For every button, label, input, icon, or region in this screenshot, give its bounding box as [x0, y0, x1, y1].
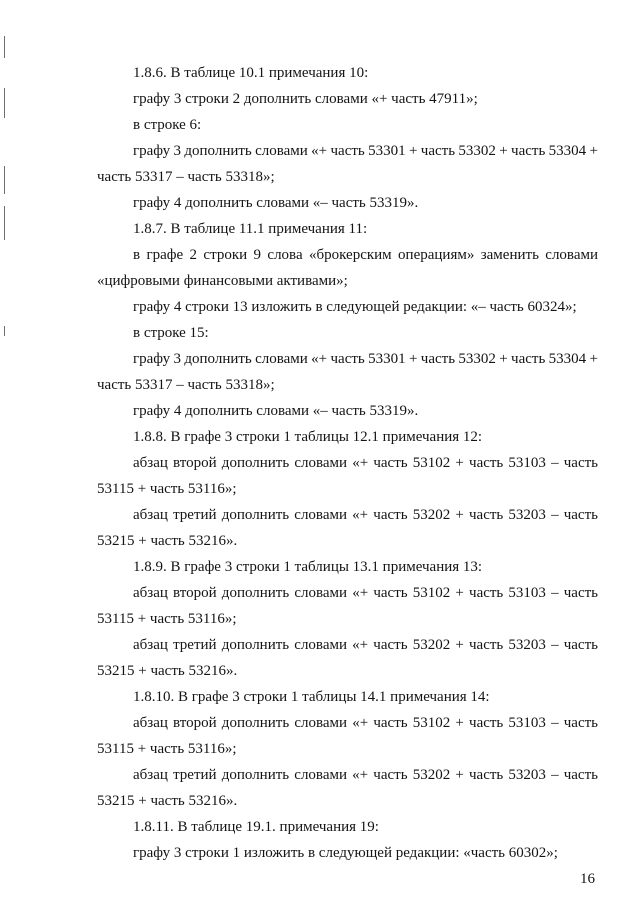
line-text: графу 3 строки 1 изложить в следующей редакции: «часть 60302»; [133, 845, 558, 861]
line-text: графу 4 дополнить словами «– часть 53319». [133, 195, 419, 211]
paragraph-line [97, 164, 598, 190]
paragraph [97, 424, 598, 450]
paragraph-line [97, 736, 598, 762]
paragraph-line [97, 502, 598, 528]
line-text: абзац третий дополнить словами «+ часть 53202 + часть 53203 – часть [133, 507, 598, 523]
line-text: абзац второй дополнить словами «+ часть 53102 + часть 53103 – часть [133, 715, 598, 731]
line-text: 1.8.11. В таблице 19.1. примечания 19: [133, 819, 379, 835]
paragraph-line [97, 372, 598, 398]
line-text: 1.8.7. В таблице 11.1 примечания 11: [133, 221, 368, 237]
paragraph [97, 320, 598, 346]
paragraph [97, 346, 598, 398]
paragraph [97, 190, 598, 216]
paragraph [97, 86, 598, 112]
paragraph [97, 762, 598, 814]
paragraph-line [97, 320, 598, 346]
line-text: 53215 + часть 53216». [97, 793, 238, 809]
line-text: 1.8.6. В таблице 10.1 примечания 10: [133, 65, 369, 81]
paragraph [97, 814, 598, 840]
paragraph-line [97, 138, 598, 164]
paragraph [97, 840, 598, 866]
paragraph [97, 554, 598, 580]
paragraph-line [97, 632, 598, 658]
line-text: 53115 + часть 53116»; [97, 741, 237, 757]
paragraph-line [97, 606, 598, 632]
paragraph-line [97, 346, 598, 372]
paragraph-line [97, 476, 598, 502]
paragraph-line [97, 684, 598, 710]
paragraph-line [97, 450, 598, 476]
line-text: графу 4 строки 13 изложить в следующей редакции: «– часть 60324»; [133, 299, 577, 315]
paragraph-line [97, 190, 598, 216]
paragraph-line [97, 60, 598, 86]
paragraph [97, 294, 598, 320]
scan-edge-mark [4, 206, 5, 240]
line-text: графу 4 дополнить словами «– часть 53319». [133, 403, 419, 419]
paragraph-line [97, 294, 598, 320]
line-text: графу 3 дополнить словами «+ часть 53301 + часть 53302 + часть 53304 + [133, 143, 598, 159]
paragraph [97, 632, 598, 684]
paragraph-line [97, 658, 598, 684]
paragraph [97, 138, 598, 190]
line-text: 1.8.10. В графе 3 строки 1 таблицы 14.1 примечания 14: [133, 689, 490, 705]
paragraph-line [97, 398, 598, 424]
scan-edge-mark [4, 326, 5, 336]
scan-edge-mark [4, 166, 5, 194]
paragraph-line [97, 580, 598, 606]
line-text: графу 3 дополнить словами «+ часть 53301 + часть 53302 + часть 53304 + [133, 351, 598, 367]
paragraph-line [97, 424, 598, 450]
line-text: в строке 6: [133, 117, 202, 133]
paragraph-line [97, 86, 598, 112]
line-text: «цифровыми финансовыми активами»; [97, 273, 348, 289]
scan-edge-mark [4, 88, 5, 118]
paragraph-line [97, 112, 598, 138]
paragraph-line [97, 554, 598, 580]
paragraph-line [97, 216, 598, 242]
paragraph-line [97, 762, 598, 788]
line-text: абзац второй дополнить словами «+ часть 53102 + часть 53103 – часть [133, 455, 598, 471]
line-text: 1.8.9. В графе 3 строки 1 таблицы 13.1 примечания 13: [133, 559, 483, 575]
line-text: графу 3 строки 2 дополнить словами «+ часть 47911»; [133, 91, 478, 107]
paragraph [97, 60, 598, 86]
paragraph [97, 710, 598, 762]
line-text: абзац третий дополнить словами «+ часть 53202 + часть 53203 – часть [133, 637, 598, 653]
paragraph [97, 450, 598, 502]
paragraph [97, 216, 598, 242]
line-text: 53215 + часть 53216». [97, 663, 238, 679]
paragraph-line [97, 242, 598, 268]
paragraph-line [97, 814, 598, 840]
paragraph [97, 112, 598, 138]
paragraph-line [97, 840, 598, 866]
line-text: 53115 + часть 53116»; [97, 611, 237, 627]
paragraph-line [97, 528, 598, 554]
paragraph-line [97, 710, 598, 736]
paragraph [97, 398, 598, 424]
paragraph [97, 502, 598, 554]
line-text: часть 53317 – часть 53318»; [97, 169, 275, 185]
paragraph-line [97, 268, 598, 294]
page-number: 16 [580, 871, 595, 887]
paragraph [97, 580, 598, 632]
document-body [97, 60, 598, 866]
line-text: абзац второй дополнить словами «+ часть 53102 + часть 53103 – часть [133, 585, 598, 601]
scan-edge-mark [4, 36, 5, 58]
line-text: 53215 + часть 53216». [97, 533, 238, 549]
line-text: 53115 + часть 53116»; [97, 481, 237, 497]
line-text: абзац третий дополнить словами «+ часть 53202 + часть 53203 – часть [133, 767, 598, 783]
line-text: 1.8.8. В графе 3 строки 1 таблицы 12.1 примечания 12: [133, 429, 483, 445]
paragraph-line [97, 788, 598, 814]
paragraph [97, 684, 598, 710]
line-text: часть 53317 – часть 53318»; [97, 377, 275, 393]
line-text: в графе 2 строки 9 слова «брокерским операциям» заменить словами [133, 247, 598, 263]
paragraph [97, 242, 598, 294]
line-text: в строке 15: [133, 325, 209, 341]
